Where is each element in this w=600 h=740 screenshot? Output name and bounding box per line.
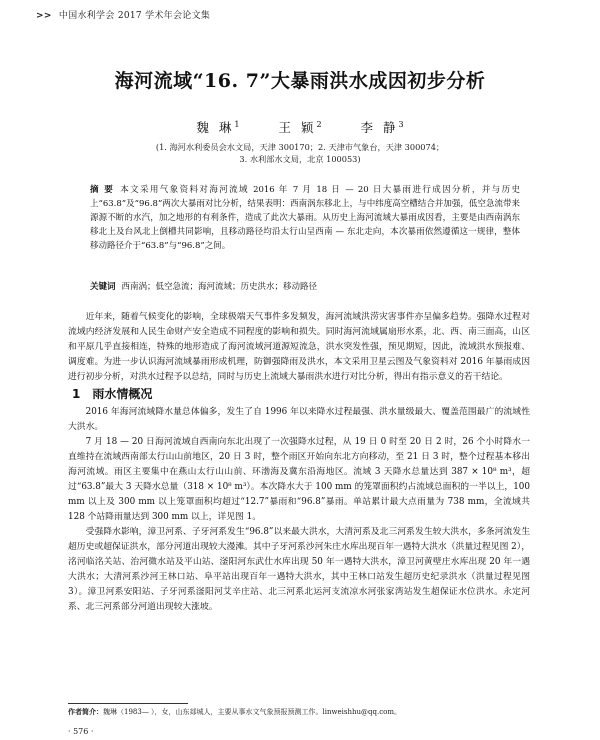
section-body bbox=[68, 405, 530, 615]
author-2-name: 王 颖 bbox=[278, 120, 317, 135]
section-title: 雨水情概况 bbox=[92, 387, 153, 401]
running-head-marks: >> bbox=[36, 11, 52, 21]
abstract bbox=[90, 183, 520, 253]
running-head-text: 中国水利学会 2017 学术年会论文集 bbox=[58, 11, 211, 21]
author-3-sup: 3 bbox=[398, 119, 404, 129]
footnote bbox=[68, 707, 530, 717]
abstract-text: 本文采用气象资料对海河流域 2016 年 7 月 18 日 — 20 日大暴雨进行成因分析，并与历史上“63.8”及“96.8”两次大暴雨对比分析，结果表明：西南涡东移北上，与中纬度高空槽结合并加强，低空急流带来源源不断的水汽，加之地形的有利条件，造成了此次大暴雨。从历史上海河流域大暴雨成因看，主要是由西南涡东移北上及台风北上倒槽共同影响，且移动路径均沿太行山呈西南 — 东北走向，本次暴雨依然遵循这一规律，整体移动路径介于“63.8”与“96.8”之间。 bbox=[90, 185, 520, 251]
author-1-sup: 1 bbox=[234, 119, 240, 129]
author-3 bbox=[361, 120, 404, 135]
affiliation-line-2: 3. 水利部水文局，北京 100053) bbox=[239, 154, 361, 164]
author-1-name: 魏 琳 bbox=[196, 120, 235, 135]
keywords bbox=[90, 280, 520, 294]
intro-paragraph: 近年来，随着气候变化的影响，全球极端天气事件多发频发，海河流域洪涝灾害事件亦呈偏多趋势。强降水过程对流域内经济发展和人民生命财产安全造成不同程度的影响和损失。同时海河流域属扇形水系，北、西、南三面高，山区和平原几乎直接相连，特殊的地形造成了海河流域河道源短流急，洪水突发性强，预见期短，因此，流域洪水预报难、调度难。为进一步认识海河流域暴雨形成机理，防御强降雨及洪水，本文采用卫星云图及气象资料对 2016 年暴雨成因进行初步分析，对洪水过程予以总结，同时与历史上流域大暴雨洪水进行对比分析，得出有指示意义的若干结论。 bbox=[68, 312, 530, 382]
paper-title: 海河流域“16. 7”大暴雨洪水成因初步分析 bbox=[114, 70, 486, 92]
introduction bbox=[68, 310, 530, 385]
paragraph-3: 受强降水影响，漳卫河系、子牙河系发生“96.8”以来最大洪水，大清河系及北三河系发生较大洪水，多条河流发生超历史或超保证洪水，部分河道出现较大漫滩。其中子牙河系沙河朱庄水库出现百年一遇特大洪水（洪量过程见图 2），洺河临洺关站、治河微水站及平山站、滏阳河东武仕水库出现 50 年一遇特大洪水，漳卫河黄壁庄水库出现 20 年一遇大洪水；大清河系沙河王林口站、阜平站出现百年一遇特大洪水，其中王林口站发生超历史纪录洪水（洪量过程见图 3）。漳卫河系安阳站、子牙河系滏阳河艾辛庄站、北三河系北运河支流凉水河张家湾站发生超保证水位洪水。永定河系、北三河系部分河道出现较大涨坡。 bbox=[68, 527, 530, 612]
paragraph-2: 7 月 18 — 20 日海河流域自西南向东北出现了一次强降水过程，从 19 日 0 时至 20 日 2 时，26 个小时降水一直维持在流域西南部太行山山前地区，20 日 3 时，整个雨区开始向东北方向移动，至 21 日 3 时，整个过程基本移出海河流域。雨区主要集中在燕山太行山山前、环渤海及冀东沿海地区。流域 3 天降水总量达到 387 × 10⁸ m³，超过“63.8”最大 3 天降水总量（318 × 10⁸ m³）。本次降水大于 100 mm 的笼罩面积约占流域总面积的一半以上，100 mm 以上及 300 mm 以上笼罩面积均超过“12.7”暴雨和“96.8”暴雨。单站累计最大点雨量为 738 mm，全流域共 128 个站降雨量达到 300 mm 以上，详见图 1。 bbox=[68, 437, 530, 522]
affiliation-line-1: (1. 海河水利委员会水文局，天津 300170；2. 天津市气象台，天津 300074； bbox=[155, 142, 445, 152]
page-number: · 576 · bbox=[68, 727, 94, 736]
author-list bbox=[0, 118, 600, 136]
footnote-rule bbox=[68, 703, 188, 704]
paragraph-1: 2016 年海河流域降水量总体偏多，发生了自 1996 年以来降水过程最强、洪水量级最大、覆盖范围最广的流域性大洪水。 bbox=[68, 407, 530, 432]
affiliations bbox=[60, 141, 540, 165]
footnote-label: 作者简介： bbox=[68, 707, 103, 716]
section-number: 1 bbox=[72, 387, 81, 401]
author-3-name: 李 静 bbox=[360, 120, 399, 135]
keywords-label: 关键词 bbox=[90, 282, 116, 292]
section-heading bbox=[72, 385, 152, 402]
running-head bbox=[36, 8, 210, 21]
abstract-label: 摘 要 bbox=[90, 185, 115, 195]
author-2 bbox=[278, 120, 321, 135]
author-2-sup: 2 bbox=[316, 119, 322, 129]
footnote-text: 魏琳（1983— ），女，山东郯城人，主要从事水文气象预报预测工作。linweishhu@qq.com。 bbox=[103, 708, 401, 716]
keywords-text: 西南涡；低空急流；海河流域；历史洪水；移动路径 bbox=[121, 282, 318, 292]
author-1 bbox=[196, 120, 239, 135]
